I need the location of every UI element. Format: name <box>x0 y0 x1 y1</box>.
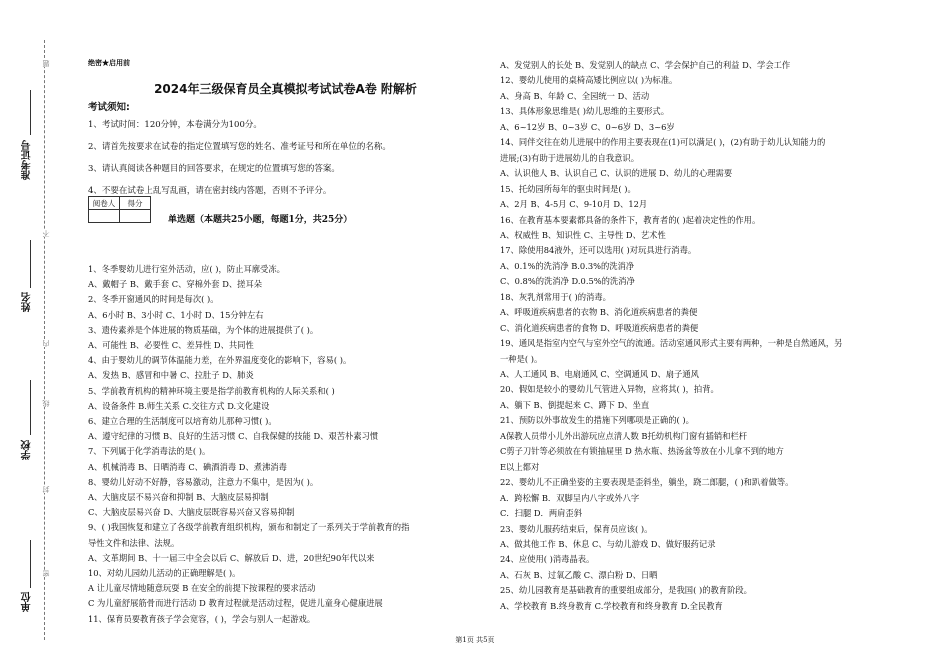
notice-item: 2、请首先按要求在试卷的指定位置填写您的姓名、准考证号和所在单位的名称。 <box>88 142 391 152</box>
answer-options: A．跨松懈 B．双脚呈内八字或外八字 <box>500 492 640 503</box>
answer-options: A、躺下 B、倒提起来 C、蹲下 D、坐直 <box>500 399 650 410</box>
school-label: 学校 <box>22 440 33 460</box>
answer-options: A、认识他人 B、认识自己 C、认识的进展 D、幼儿的心理需要 <box>500 168 733 179</box>
question-stem: 10、对幼儿园幼儿活动的正确理解是( )。 <box>88 568 241 578</box>
answer-options: E以上都对 <box>500 461 540 472</box>
reviewer-header: 阅卷人 <box>89 197 120 210</box>
question-stem: 23、婴幼儿服药结束后，保育员应该( )。 <box>500 523 653 534</box>
question-stem: 2、冬季开窗通风的时间是每次( )。 <box>88 294 219 305</box>
question-stem: 15、托幼园所每年的驱虫时间是( )。 <box>500 183 636 194</box>
question-stem: 11、保育员要教育孩子学会宽容，( )，学会与别人一起游戏。 <box>88 613 316 624</box>
notice-item: 4、不要在试卷上乱写乱画，请在密封线内答题，否则不予评分。 <box>88 186 332 196</box>
question-stem: 6、建立合理的生活制度可以培育幼儿那种习惯( )。 <box>88 416 277 426</box>
answer-options: C．扫腿 D．两肩歪斜 <box>500 508 583 519</box>
question-stem: 18、灰乳剂常用于( )的消毒。 <box>500 291 611 302</box>
reviewer-cell[interactable] <box>89 210 120 223</box>
question-stem: 24、应使用( )消毒晶表。 <box>500 554 595 565</box>
seal-char: 线 <box>42 400 50 407</box>
question-stem: 8、婴幼儿好动不好静，容易激动，注意力不集中，是因为( )。 <box>88 476 319 487</box>
answer-options: A、身高 B、年龄 C、全园统一 D、活动 <box>500 90 650 101</box>
page-title: 2024年三级保育员全真模拟考试试卷A卷 附解析 <box>154 82 417 96</box>
question-stem: 14、同伴交往在幼儿进展中的作用主要表现在(1)可以满足( )，(2)有助于幼儿认知能力的 <box>500 137 826 148</box>
answer-options: C、消化道疾病患者的食物 D、呼吸道疾病患者的粪便 <box>500 322 699 333</box>
section-title: 单选题（本题共25小题，每题1分，共25分） <box>168 215 353 225</box>
question-stem: 25、幼儿园教育是基础教育的重要组成部分，是我国( )的教育阶段。 <box>500 585 752 596</box>
question-stem: 13、具体形象思维是( )幼儿思维的主要形式。 <box>500 106 670 117</box>
question-stem: 5、学前教育机构的精神环境主要是指学前教育机构的人际关系和( ) <box>88 385 335 396</box>
notice-item: 1、考试时间：120分钟，本卷满分为100分。 <box>88 120 262 130</box>
answer-options: A、做其他工作 B、休息 C、与幼儿游戏 D、做好服药记录 <box>500 538 716 549</box>
question-stem: 9、( )我国恢复和建立了各级学前教育组织机构，颁布和制定了一系列关于学前教育的指 <box>88 522 410 533</box>
answer-options: C、大脑皮层易兴奋 D、大脑皮层既容易兴奋又容易抑制 <box>88 507 295 518</box>
answer-options: A、学校教育 B.终身教育 C.学校教育和终身教育 D.全民教育 <box>500 600 723 611</box>
answer-options: A、发觉别人的长处 B、发觉别人的缺点 C、学会保护自己的利益 D、学会工作 <box>500 60 791 70</box>
binding-margin <box>0 0 70 671</box>
score-header: 得分 <box>120 197 151 210</box>
answer-options: A、石灰 B、过氧乙酸 C、漂白粉 D、日晒 <box>500 569 658 580</box>
answer-options: 进展;(3)有助于进展幼儿的自我意识。 <box>500 152 640 163</box>
question-stem: 4、由于婴幼儿的调节体温能力差，在外界温度变化的影响下，容易( )。 <box>88 355 352 366</box>
exam-number-field[interactable] <box>30 90 31 135</box>
answer-options: A 让儿童尽情地随意玩耍 B 在安全的前提下按课程的要求活动 <box>88 583 316 594</box>
page-footer: 第1页 共5页 <box>455 636 495 644</box>
answer-options: C、0.8%的洗消净 D.0.5%的洗消净 <box>500 276 635 287</box>
answer-options: A、呼吸道疾病患者的衣物 B、消化道疾病患者的粪便 <box>500 307 698 318</box>
question-stem: 12、婴幼儿使用的桌椅高矮比例应以( )为标准。 <box>500 75 678 86</box>
answer-options: A、6小时 B、3小时 C、1小时 D、15分钟左右 <box>88 309 264 320</box>
answer-options: 导性文件和法律、法规。 <box>88 537 180 548</box>
unit-label: 单位 <box>22 592 33 612</box>
answer-options: A、文革期间 B、十一届三中全会以后 C、解放后 D、进，20世纪90年代以来 <box>88 552 375 563</box>
seal-char: 题 <box>42 60 50 67</box>
question-stem: 22、婴幼儿不正确坐姿的主要表现是歪斜坐，躺坐，跷二郎腿，( )和趴着做等。 <box>500 477 794 488</box>
notice-heading: 考试须知: <box>88 102 130 113</box>
answer-options: C 为儿童舒展筋骨而进行活动 D 教育过程就是活动过程，促进儿童身心健康进展 <box>88 598 383 609</box>
answer-options: A、6~12岁 B、0~3岁 C、0~6岁 D、3~6岁 <box>500 121 675 132</box>
answer-options: A、人工通风 B、电扇通风 C、空调通风 D、扇子通风 <box>500 369 699 379</box>
score-cell[interactable] <box>120 210 151 223</box>
answer-options: A、0.1%的洗消净 B.0.3%的洗消净 <box>500 260 635 271</box>
answer-options: A保教人员带小儿外出游玩应点清人数 B托幼机构门窗有插销和栏杆 <box>500 430 748 441</box>
answer-options: A、戴帽子 B、戴手套 C、穿棉外套 D、搓耳朵 <box>88 279 263 290</box>
answer-options: A、大脑皮层不易兴奋和抑制 B、大脑皮层易抑制 <box>88 492 269 502</box>
secret-mark: 绝密★启用前 <box>88 58 130 67</box>
answer-options: C剪子刀针等必须放在有锁抽屉里 D 热水瓶、热汤盆等放在小儿拿不到的地方 <box>500 446 784 457</box>
question-stem: 7、下列属于化学消毒法的是( )。 <box>88 446 211 457</box>
school-field[interactable] <box>30 380 31 435</box>
answer-options: A、发热 B、感冒和中暑 C、拉肚子 D、肺炎 <box>88 370 254 381</box>
question-stem: 1、冬季婴幼儿进行室外活动，应( )，防止耳廓受冻。 <box>88 264 285 274</box>
seal-char: 密 <box>42 570 50 577</box>
question-stem: 21、预防以外事故发生的措施下列哪项是正确的( )。 <box>500 415 694 426</box>
question-stem: 16、在教育基本要素都具备的条件下，教育者的( )起着决定性的作用。 <box>500 214 761 225</box>
answer-options: A、可能性 B、必要性 C、差异性 D、共同性 <box>88 340 254 350</box>
answer-options: A、2月 B、4-5月 C、9-10月 D、12月 <box>500 199 648 210</box>
exam-number-label: 准考证号 <box>22 140 33 180</box>
question-stem: 19、通风是指室内空气与室外空气的流通。活动室通风形式主要有两种，一种是自然通风，另 <box>500 338 843 349</box>
unit-field[interactable] <box>30 540 31 588</box>
answer-options: 一种是( )。 <box>500 353 543 364</box>
notice-list <box>88 118 391 206</box>
notice-item: 3、请认真阅读各种题目的回答要求，在规定的位置填写您的答案。 <box>88 164 340 174</box>
question-stem: 3、遗传素养是个体进展的物质基础，为个体的进展提供了( )。 <box>88 324 319 335</box>
answer-options: A、遵守纪律的习惯 B、良好的生活习惯 C、自我保健的技能 D、艰苦朴素习惯 <box>88 431 379 442</box>
seal-char: 封 <box>42 486 50 493</box>
answer-options: A、机械消毒 B、日晒消毒 C、碘酒消毒 D、煮沸消毒 <box>88 461 287 472</box>
answer-options: A、权威性 B、知识性 C、主导性 D、艺术性 <box>500 229 666 240</box>
seal-char: 不 <box>42 230 50 237</box>
seal-char: 内 <box>42 340 50 347</box>
question-stem: 20、假如是较小的婴幼儿气管进入异物，应将其( )，拍背。 <box>500 384 719 395</box>
question-stem: 17、除使用84液外，还可以选用( )对玩具进行消毒。 <box>500 245 697 256</box>
score-table <box>88 196 151 223</box>
answer-options: A、设备条件 B.师生关系 C.交往方式 D.文化建设 <box>88 400 270 411</box>
name-label: 姓名 <box>22 292 33 312</box>
name-field[interactable] <box>30 240 31 288</box>
